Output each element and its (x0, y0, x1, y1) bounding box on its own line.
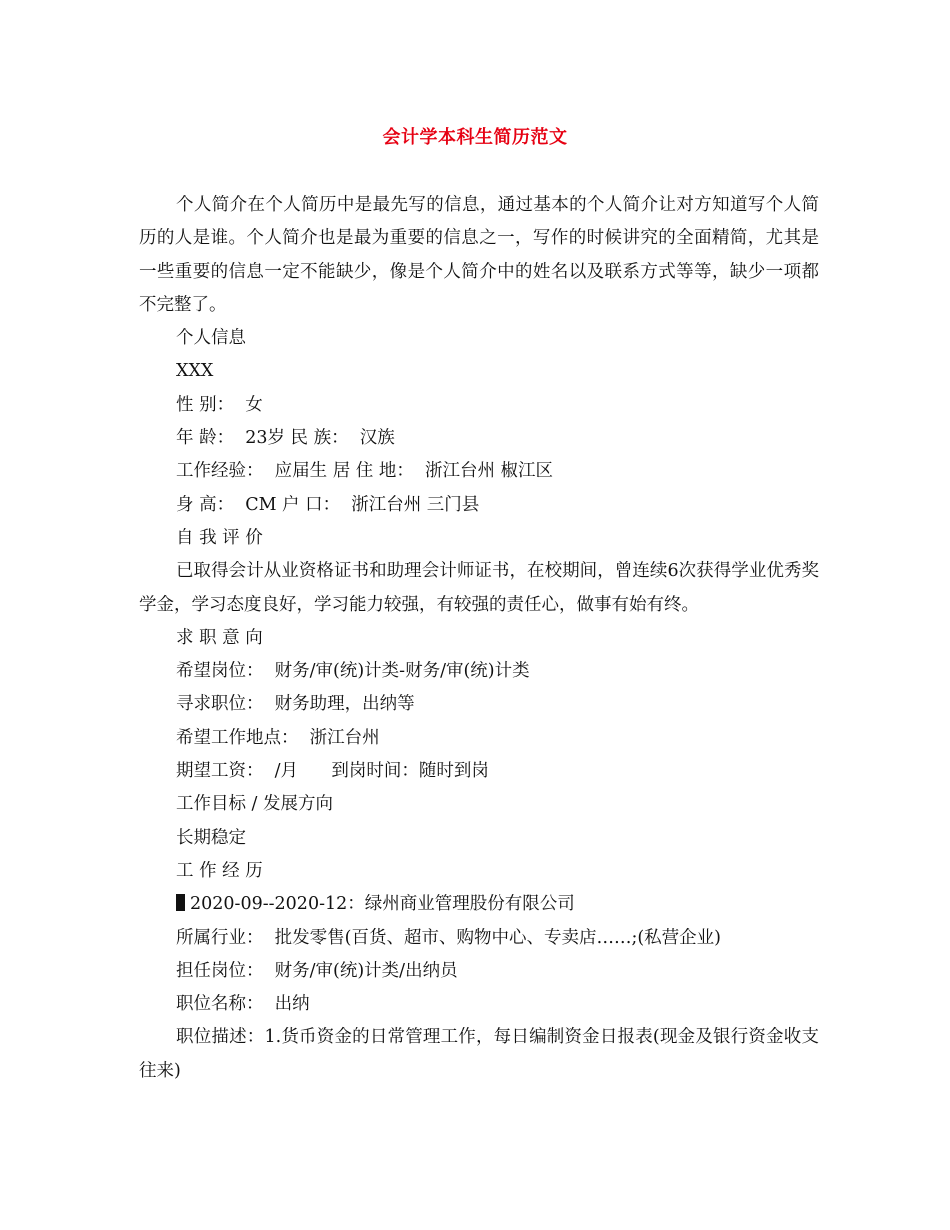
work-entry-title-text: 2020-09--2020-12：绿州商业管理股份有限公司 (190, 894, 575, 915)
document-title: 会计学本科生简历范文 (382, 127, 568, 148)
goal-heading: 工作目标 / 发展方向 (176, 794, 334, 815)
work-history-heading: 工 作 经 历 (176, 860, 263, 881)
intro-paragraph: 个人简介在个人简历中是最先写的信息，通过基本的个人简介让对方知道写个人简历的人是谁。个人简介也是最为重要的信息之一，写作的时候讲究的全面精简，尤其是一些重要的信息一定不能缺少，像是个人简介中的姓名以及联系方式等等，缺少一项都不完整了。 (139, 195, 819, 315)
job-description: 职位描述：1.货币资金的日常管理工作，每日编制资金日报表(现金及银行资金收支往来) (139, 1027, 819, 1081)
bullet-bar-icon (176, 894, 185, 911)
personal-info-heading: 个人信息 (176, 328, 246, 349)
industry-line: 所属行业： 批发零售(百货、超市、购物中心、专卖店……;(私营企业) (176, 927, 722, 948)
job-intention-heading: 求 职 意 向 (176, 627, 263, 648)
name-line: XXX (176, 361, 214, 382)
post-line: 担任岗位： 财务/审(统)计类/出纳员 (176, 960, 458, 981)
self-evaluation-heading: 自 我 评 价 (176, 527, 263, 548)
goal-text: 长期稳定 (176, 827, 246, 848)
salary-start-line: 期望工资： /月 到岗时间：随时到岗 (176, 761, 489, 782)
height-hukou-line: 身 高： CM 户 口： 浙江台州 三门县 (176, 494, 480, 515)
age-ethnicity-line: 年 龄： 23岁 民 族： 汉族 (176, 428, 395, 449)
desired-position-line: 希望岗位： 财务/审(统)计类-财务/审(统)计类 (176, 661, 530, 682)
position-name-line: 职位名称： 出纳 (176, 994, 310, 1015)
document-body (139, 189, 819, 1088)
experience-residence-line: 工作经验： 应届生 居 住 地： 浙江台州 椒江区 (176, 461, 554, 482)
seeking-position-line: 寻求职位： 财务助理，出纳等 (176, 694, 415, 715)
work-entry-title (139, 888, 819, 921)
desired-location-line: 希望工作地点： 浙江台州 (176, 727, 380, 748)
self-evaluation-text: 已取得会计从业资格证书和助理会计师证书，在校期间，曾连续6次获得学业优秀奖学金，学习态度良好，学习能力较强，有较强的责任心，做事有始有终。 (139, 561, 819, 615)
gender-line: 性 别： 女 (176, 394, 263, 415)
